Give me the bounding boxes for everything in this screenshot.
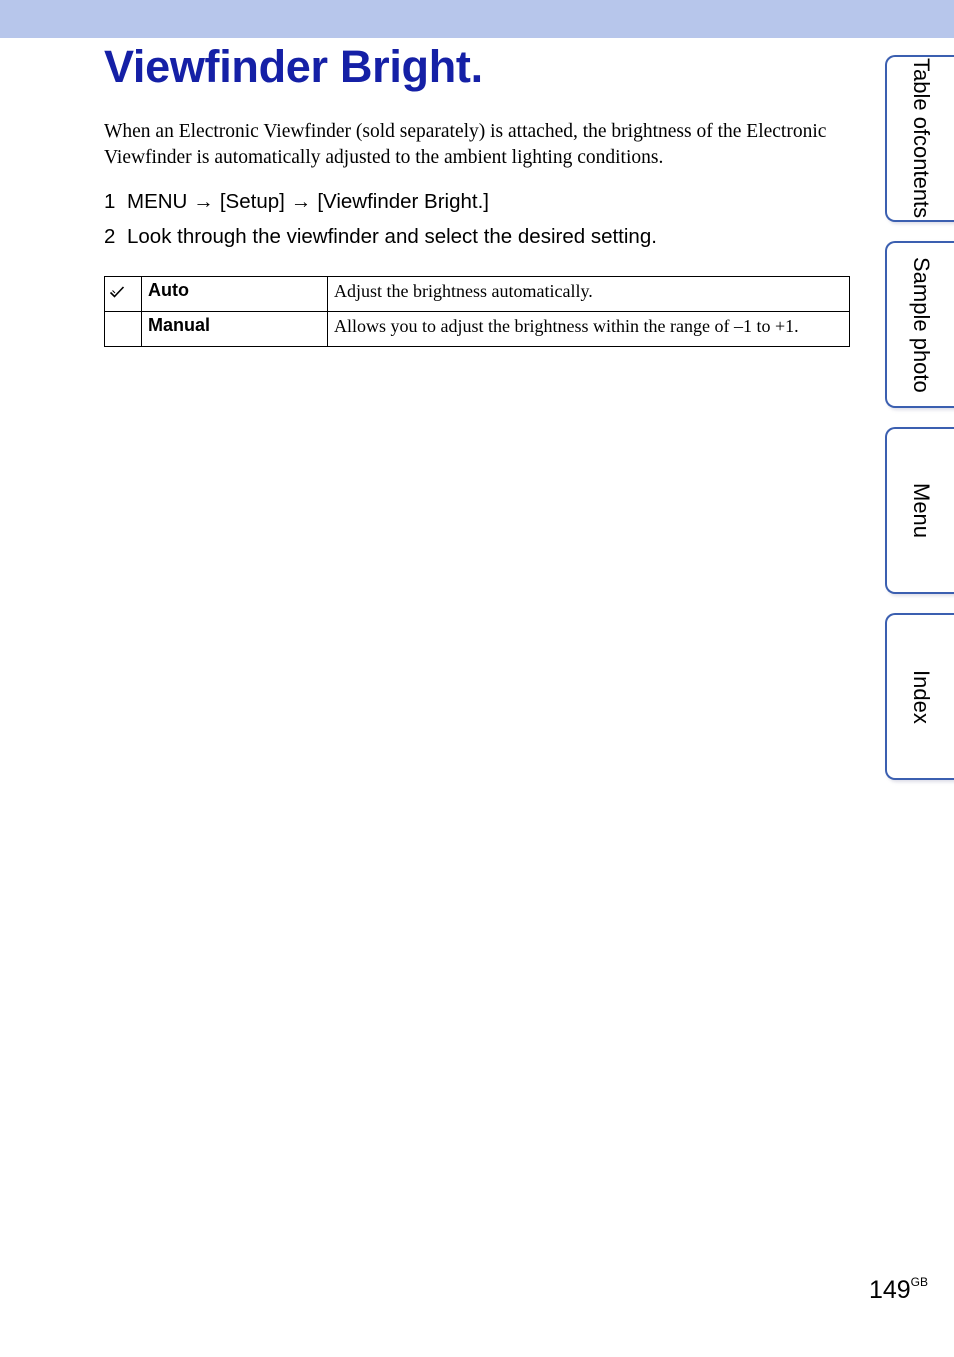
tab-label: Menu: [909, 482, 934, 539]
tab-index[interactable]: [885, 613, 954, 780]
setup-label: [Setup]: [219, 190, 285, 213]
step-2: [104, 221, 657, 256]
table-row: [105, 312, 850, 347]
step-text: Look through the viewfinder and select the desired setting.: [127, 225, 657, 248]
tab-sample-photo[interactable]: [885, 241, 954, 408]
page-number-suffix: GB: [910, 1275, 928, 1289]
header-band: [0, 0, 954, 38]
page-title: Viewfinder Bright.: [104, 41, 483, 92]
arrow-icon: →: [193, 190, 214, 213]
step-number: 2: [104, 225, 116, 248]
page-number: [869, 1275, 928, 1305]
table-row: [105, 277, 850, 312]
tab-label: Table of: [909, 58, 934, 136]
viewfinder-bright-label: [Viewfinder Bright.]: [317, 190, 490, 213]
default-marker-cell: [105, 277, 142, 312]
checkmark-icon: [109, 285, 125, 299]
setting-description: Allows you to adjust the brightness within the range of –1 to +1.: [328, 312, 850, 347]
setting-description: Adjust the brightness automatically.: [328, 277, 850, 312]
tab-label: Index: [909, 669, 934, 724]
step-number: 1: [104, 190, 116, 213]
page-number-value: 149: [868, 1276, 911, 1304]
settings-table: [104, 276, 850, 347]
setting-name: Auto: [142, 277, 328, 312]
arrow-icon: →: [290, 190, 312, 213]
tab-table-of-contents[interactable]: [885, 55, 954, 222]
intro-paragraph: When an Electronic Viewfinder (sold separately) is attached, the brightness of the Electronic Viewfinder is automatically adjusted to the ambient lighting conditions.: [104, 121, 827, 168]
setting-name: Manual: [142, 312, 328, 347]
step-1: [104, 186, 657, 221]
tab-label: Sample photo: [909, 256, 934, 393]
empty-marker-cell: [105, 312, 142, 347]
tab-label: contents: [909, 135, 934, 219]
tab-menu[interactable]: [885, 427, 954, 594]
menu-label: MENU: [127, 190, 188, 213]
procedure-steps: [104, 186, 657, 256]
